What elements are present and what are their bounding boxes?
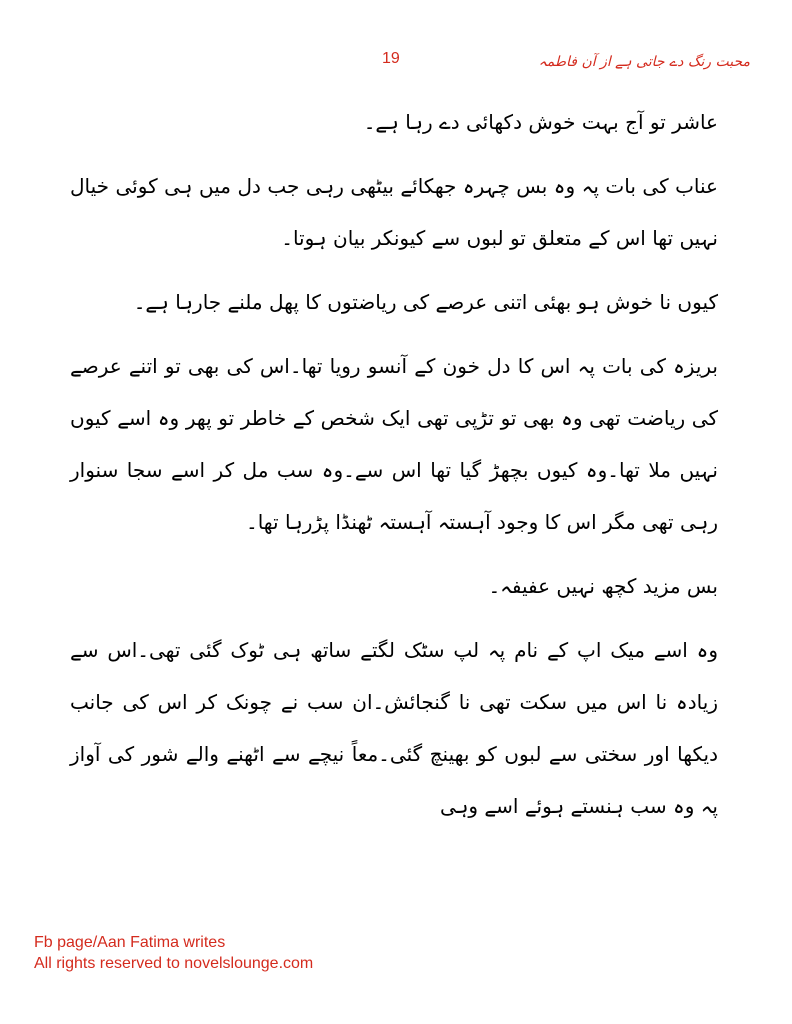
paragraph-5: بس مزید کچھ نہیں عفیفہ۔ <box>488 574 718 598</box>
footer-copyright: All rights reserved to novelslounge.com <box>34 955 314 972</box>
footer-credits <box>34 932 313 974</box>
footer-facebook-page: Fb page/Aan Fatima writes <box>34 934 226 951</box>
document-body <box>70 96 718 844</box>
paragraph-3: کیوں نا خوش ہو بھئی اتنی عرصے کی ریاضتوں کا پھل ملنے جارہا ہے۔ <box>133 290 718 314</box>
paragraph-2: عناب کی بات پہ وہ بس چہرہ جھکائے بیٹھی رہی جب دل میں ہی کوئی خیال نہیں تھا اس کے متعلق تو لبوں سے کیونکر بیان ہوتا۔ <box>70 174 718 250</box>
running-title: محبت رنگ دے جاتی ہے از آن فاطمہ <box>538 54 750 70</box>
paragraph-6: وہ اسے میک اپ کے نام پہ لپ سٹک لگتے ساتھ ہی ٹوک گئی تھی۔اس سے زیادہ نا اس میں سکت تھی نا گنجائش۔ان سب نے چونک کر اس کی جانب دیکھا اور سختی سے لبوں کو بھینچ گئی۔معاً نیچے سے اٹھنے والے شور کی آواز پہ وہ سب ہنستے ہوئے اسے وہی <box>70 638 718 818</box>
paragraph-1: عاشر تو آج بہت خوش دکھائی دے رہا ہے۔ <box>363 110 718 134</box>
paragraph-4: بریزہ کی بات پہ اس کا دل خون کے آنسو رویا تھا۔اس کی بھی تو اتنے عرصے کی ریاضت تھی وہ بھی تو تڑپی تھی ایک شخص کے خاطر تو پھر وہ اسے کیوں نہیں ملا تھا۔وہ کیوں بچھڑ گیا تھا اس سے۔وہ سب مل کر اسے سجا سنوار رہی تھی مگر اس کا وجود آہستہ آہستہ ٹھنڈا پڑرہا تھا۔ <box>70 354 718 534</box>
page-number: 19 <box>382 50 400 67</box>
